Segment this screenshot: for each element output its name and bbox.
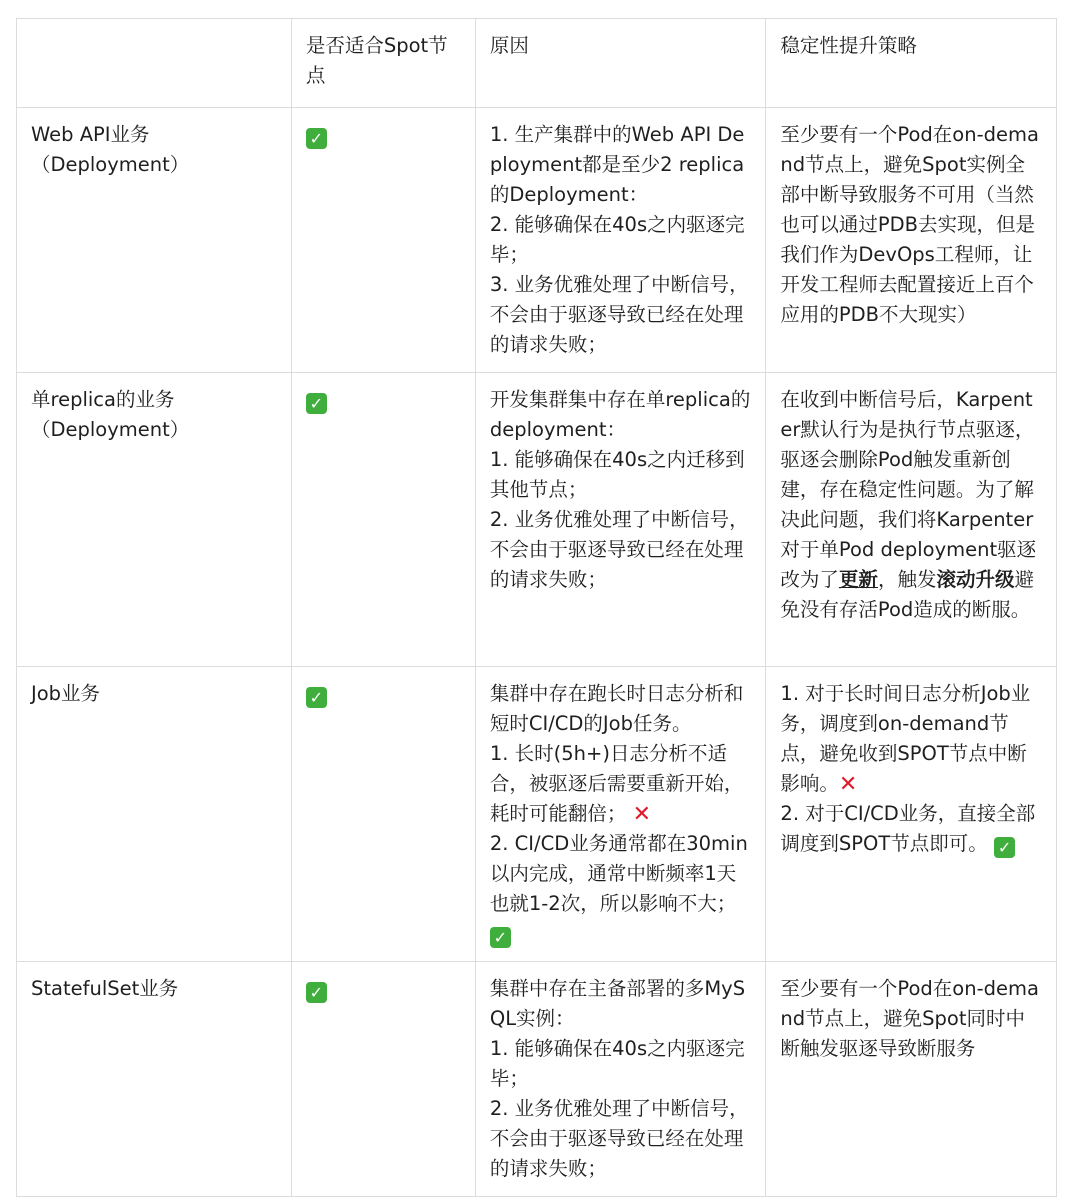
reason-line: 开发集群集中存在单replica的deployment： bbox=[489, 388, 751, 441]
reason-line: 1. 生产集群中的Web API Deployment都是至少2 replica的Deployment： bbox=[489, 123, 745, 206]
strategy-line-long-jobs bbox=[780, 679, 1042, 799]
reason-cell bbox=[475, 373, 766, 667]
strategy-text: 避免没有存活Pod造成的断服。 bbox=[780, 568, 1034, 621]
table-header-row bbox=[17, 19, 1057, 108]
workload-name: Web API业务 bbox=[31, 123, 150, 146]
workload-name-cell bbox=[17, 667, 292, 962]
spot-fit-cell bbox=[291, 667, 475, 962]
header-cell-empty bbox=[17, 19, 292, 108]
workload-kind: （Deployment） bbox=[31, 418, 190, 441]
strategy-cell bbox=[766, 962, 1057, 1197]
check-mark-icon: ✓ bbox=[306, 393, 327, 414]
workload-kind: （Deployment） bbox=[31, 153, 190, 176]
table-row-web-api bbox=[17, 108, 1057, 373]
table-row-single-replica bbox=[17, 373, 1057, 667]
header-cell-reason: 原因 bbox=[475, 19, 766, 108]
reason-line: 1. 能够确保在40s之内驱逐完毕； bbox=[489, 1037, 745, 1090]
workload-name: Job业务 bbox=[31, 682, 101, 705]
workload-name: 单replica的业务 bbox=[31, 388, 175, 411]
strategy-text: 至少要有一个Pod在on-demand节点上，避免Spot实例全部中断导致服务不可用（当然也可以通过PDB去实现，但是我们作为DevOps工程师，让开发工程师去配置接近上百个应用的PDB不大现实） bbox=[780, 123, 1039, 326]
reason-line: 2. 能够确保在40s之内驱逐完毕； bbox=[489, 213, 745, 266]
spot-fit-cell bbox=[291, 962, 475, 1197]
workload-name-cell bbox=[17, 962, 292, 1197]
header-cell-spot-fit: 是否适合Spot节点 bbox=[291, 19, 475, 108]
reason-cell bbox=[475, 108, 766, 373]
reason-line-long-jobs bbox=[490, 739, 752, 829]
check-mark-icon: ✓ bbox=[306, 982, 327, 1003]
strategy-text: 在收到中断信号后，Karpenter默认行为是执行节点驱逐，驱逐会删除Pod触发重新创建，存在稳定性问题。为了解决此问题，我们将Karpenter对于单Pod deployment驱逐改为了 bbox=[780, 388, 1037, 591]
spot-suitability-table bbox=[16, 18, 1057, 1197]
check-mark-icon: ✓ bbox=[490, 927, 511, 948]
strategy-text: 至少要有一个Pod在on-demand节点上，避免Spot同时中断触发驱逐导致断服务 bbox=[780, 977, 1039, 1060]
workload-name-cell bbox=[17, 108, 292, 373]
workload-name-cell bbox=[17, 373, 292, 667]
check-mark-icon: ✓ bbox=[994, 837, 1015, 858]
cross-mark-icon: ✕ bbox=[838, 772, 858, 797]
strategy-text: 2. 对于CI/CD业务，直接全部调度到SPOT节点即可。 bbox=[780, 802, 1036, 855]
check-mark-icon: ✓ bbox=[306, 687, 327, 708]
header-cell-strategy: 稳定性提升策略 bbox=[766, 19, 1057, 108]
spot-fit-cell bbox=[291, 108, 475, 373]
strategy-bold-rolling-upgrade: 滚动升级 bbox=[936, 568, 1015, 591]
strategy-cell bbox=[766, 108, 1057, 373]
workload-name: StatefulSet业务 bbox=[31, 977, 179, 1000]
table-row-job bbox=[17, 667, 1057, 962]
reason-line: 3. 业务优雅处理了中断信号，不会由于驱逐导致已经在处理的请求失败； bbox=[489, 273, 749, 356]
reason-text: 2. CI/CD业务通常都在30min以内完成，通常中断频率1天也就1-2次，所以影响不大； bbox=[489, 832, 748, 915]
strategy-text: 1. 对于长时间日志分析Job业务，调度到on-demand节点，避免收到SPOT节点中断影响。 bbox=[780, 682, 1031, 795]
reason-line: 2. 业务优雅处理了中断信号，不会由于驱逐导致已经在处理的请求失败； bbox=[489, 1097, 749, 1180]
check-mark-icon: ✓ bbox=[306, 128, 327, 149]
reason-line: 2. 业务优雅处理了中断信号，不会由于驱逐导致已经在处理的请求失败； bbox=[489, 508, 749, 591]
strategy-text: ，触发 bbox=[877, 568, 937, 591]
spot-fit-cell bbox=[291, 373, 475, 667]
reason-cell bbox=[475, 667, 766, 962]
strategy-cell bbox=[766, 667, 1057, 962]
table-row-statefulset bbox=[17, 962, 1057, 1197]
reason-text: 1. 长时(5h+)日志分析不适合，被驱逐后需要重新开始，耗时可能翻倍； bbox=[489, 742, 744, 825]
reason-line-cicd bbox=[490, 829, 752, 949]
reason-line: 集群中存在主备部署的多MySQL实例： bbox=[489, 977, 746, 1030]
reason-cell bbox=[475, 962, 766, 1197]
cross-mark-icon: ✕ bbox=[632, 802, 651, 827]
strategy-line-cicd bbox=[780, 799, 1042, 859]
reason-line: 1. 能够确保在40s之内迁移到其他节点； bbox=[489, 448, 745, 501]
reason-line: 集群中存在跑长时日志分析和短时CI/CD的Job任务。 bbox=[489, 682, 744, 735]
strategy-cell bbox=[766, 373, 1057, 667]
strategy-bold-update: 更新 bbox=[838, 568, 878, 591]
